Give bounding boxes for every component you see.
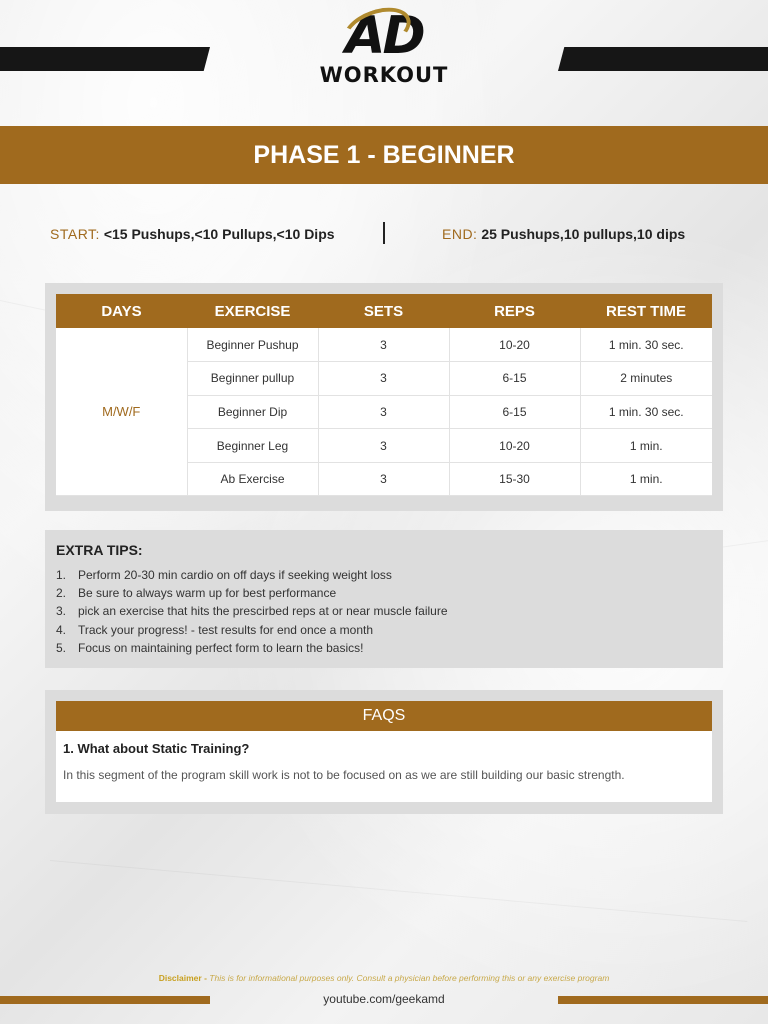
tip-text: Track your progress! - test results for end once a month	[78, 622, 374, 637]
exercise-cell: Beginner pullup	[187, 362, 318, 396]
end-criteria	[442, 226, 685, 242]
reps-cell: 15-30	[449, 462, 580, 496]
header-days: DAYS	[56, 294, 187, 328]
faq-title: FAQS	[56, 701, 712, 731]
list-item	[56, 602, 712, 620]
tips-list	[56, 566, 712, 657]
tip-number: 4.	[56, 622, 67, 637]
tip-text: Perform 20-30 min cardio on off days if seeking weight loss	[78, 568, 392, 582]
sets-cell: 3	[318, 328, 449, 362]
faq-answer: In this segment of the program skill work is not to be focused on as we are still building our basic strength.	[63, 768, 625, 782]
rest-cell: 1 min. 30 sec.	[580, 395, 712, 429]
faq-panel	[45, 690, 723, 814]
reps-cell: 10-20	[449, 328, 580, 362]
start-end-criteria	[0, 222, 768, 248]
exercise-cell: Beginner Pushup	[187, 328, 318, 362]
workout-table	[56, 294, 712, 496]
header-bar-right	[558, 47, 768, 71]
end-label: END:	[442, 226, 478, 242]
tip-text: pick an exercise that hits the prescirbed reps at or near muscle failure	[78, 604, 448, 619]
days-cell: M/W/F	[56, 328, 187, 496]
exercise-cell: Ab Exercise	[187, 462, 318, 496]
disclaimer-label: Disclaimer -	[158, 973, 207, 983]
reps-cell: 6-15	[449, 362, 580, 396]
exercise-cell: Beginner Dip	[187, 395, 318, 429]
sets-cell: 3	[318, 462, 449, 496]
faq-body	[56, 731, 712, 802]
reps-cell: 6-15	[449, 395, 580, 429]
rest-cell: 1 min.	[580, 462, 712, 496]
logo-mark: AD	[345, 6, 423, 66]
tip-text: Focus on maintaining perfect form to learn the basics!	[78, 640, 364, 655]
faq-question: 1. What about Static Training?	[63, 741, 250, 756]
tip-number: 1.	[56, 568, 67, 582]
brand-logo	[284, 8, 484, 96]
header-rest-time: REST TIME	[580, 294, 712, 328]
tip-number: 5.	[56, 640, 67, 655]
tip-number: 2.	[56, 586, 67, 601]
end-value: 25 Pushups,10 pullups,10 dips	[481, 226, 686, 242]
start-label: START:	[50, 226, 100, 242]
header-reps: REPS	[449, 294, 580, 328]
exercise-cell: Beginner Leg	[187, 429, 318, 463]
tip-number: 3.	[56, 604, 67, 619]
rest-cell: 1 min.	[580, 429, 712, 463]
sets-cell: 3	[318, 395, 449, 429]
disclaimer-text: This is for informational purposes only. Consult a physician before performing this or any exercise program	[209, 973, 610, 983]
reps-cell: 10-20	[449, 429, 580, 463]
header-exercise: EXERCISE	[187, 294, 318, 328]
table-row	[56, 328, 712, 362]
extra-tips-panel	[45, 530, 723, 668]
start-criteria	[50, 226, 335, 242]
footer-url[interactable]: youtube.com/geekamd	[323, 992, 445, 1006]
tips-title: EXTRA TIPS:	[56, 542, 143, 558]
header-sets: SETS	[318, 294, 449, 328]
workout-table-panel	[45, 283, 723, 511]
list-item	[56, 584, 712, 602]
rest-cell: 2 minutes	[580, 362, 712, 396]
list-item	[56, 639, 712, 657]
tip-text: Be sure to always warm up for best performance	[78, 586, 337, 601]
header-bar-left	[0, 47, 210, 71]
start-value: <15 Pushups,<10 Pullups,<10 Dips	[103, 226, 335, 242]
disclaimer	[0, 973, 768, 983]
criteria-divider	[383, 222, 385, 244]
sets-cell: 3	[318, 429, 449, 463]
sets-cell: 3	[318, 362, 449, 396]
phase-title: PHASE 1 - BEGINNER	[0, 126, 768, 184]
rest-cell: 1 min. 30 sec.	[580, 328, 712, 362]
list-item	[56, 621, 712, 639]
list-item	[56, 566, 712, 584]
logo-wordmark: WORKOUT	[319, 63, 449, 87]
